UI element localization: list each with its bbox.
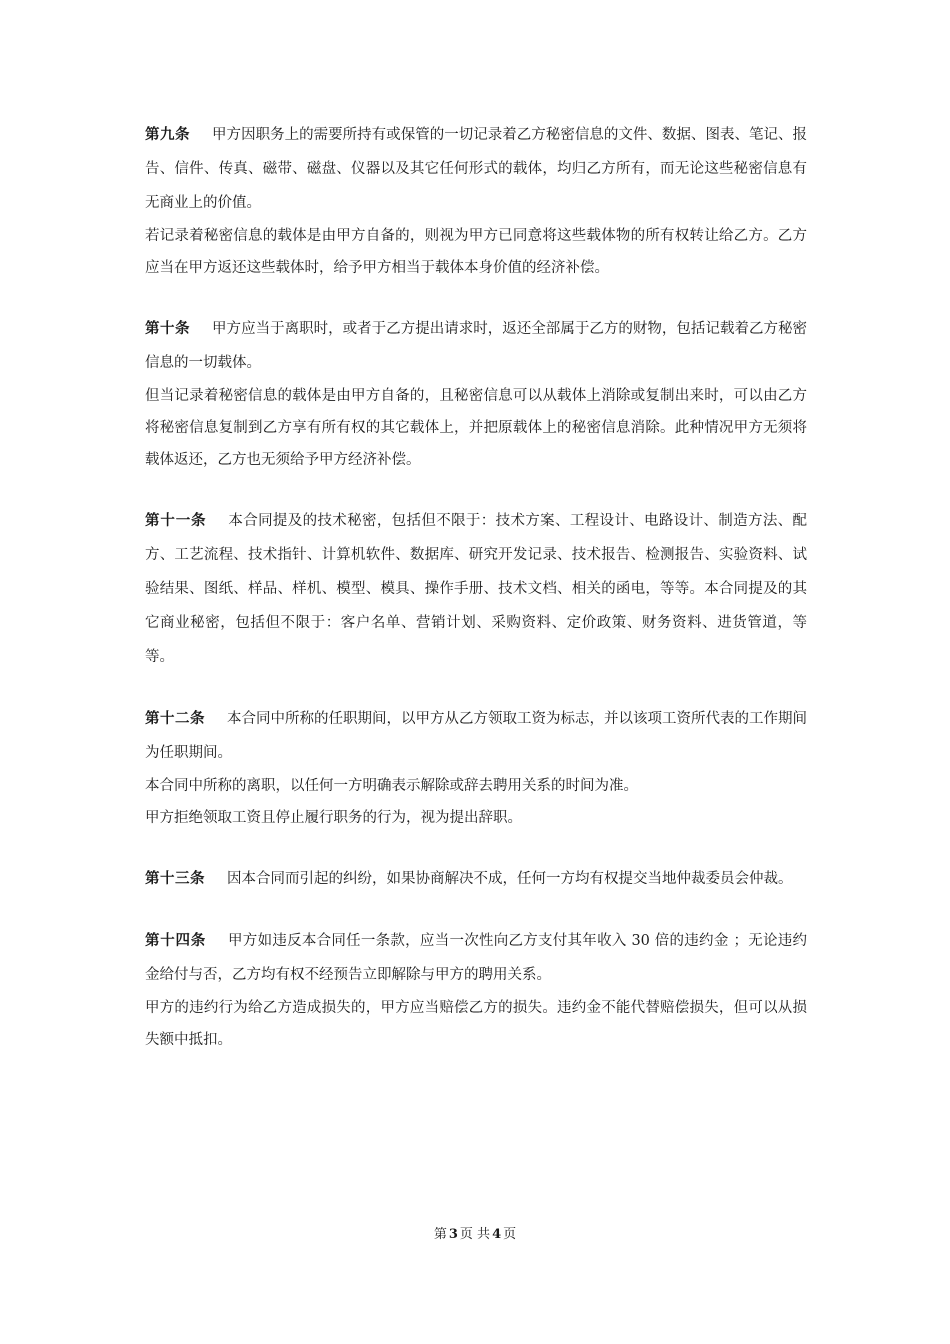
footer-suffix: 页 xyxy=(503,1227,517,1242)
page-number: 3 xyxy=(448,1227,458,1242)
page-footer xyxy=(0,1223,950,1242)
article-paragraph: 若记录着秘密信息的载体是由甲方自备的，则视为甲方已同意将这些载体物的所有权转让给乙方。乙方应当在甲方返还这些载体时，给予甲方相当于载体本身价值的经济补偿。 xyxy=(145,228,807,276)
total-pages: 4 xyxy=(492,1227,502,1242)
article-heading: 第九条 xyxy=(145,127,191,143)
article-paragraph: 甲方的违约行为给乙方造成损失的，甲方应当赔偿乙方的损失。违约金不能代替赔偿损失，但可以从损失额中抵扣。 xyxy=(145,1000,807,1048)
article-11 xyxy=(145,504,807,674)
article-paragraph: 本合同中所称的离职，以任何一方明确表示解除或辞去聘用关系的时间为准。 xyxy=(145,778,638,794)
article-paragraph: 但当记录着秘密信息的载体是由甲方自备的，且秘密信息可以从载体上消除或复制出来时，可以由乙方将秘密信息复制到乙方享有所有权的其它载体上，并把原载体上的秘密信息消除。此种情况甲方无须将载体返还，乙方也无须给予甲方经济补偿。 xyxy=(145,388,807,468)
footer-middle: 页 共 xyxy=(459,1227,491,1242)
article-heading: 第十一条 xyxy=(145,513,207,529)
article-text: 甲方应当于离职时，或者于乙方提出请求时，返还全部属于乙方的财物，包括记载着乙方秘密信息的一切载体。 xyxy=(145,321,808,371)
article-text: 甲方因职务上的需要所持有或保管的一切记录着乙方秘密信息的文件、数据、图表、笔记、报告、信件、传真、磁带、磁盘、仪器以及其它任何形式的载体，均归乙方所有，而无论这些秘密信息有无商业上的价值。 xyxy=(145,127,808,211)
article-text: 因本合同而引起的纠纷，如果协商解决不成，任何一方均有权提交当地仲裁委员会仲裁。 xyxy=(227,871,793,887)
article-13 xyxy=(145,862,807,896)
article-paragraph: 甲方拒绝领取工资且停止履行职务的行为，视为提出辞职。 xyxy=(145,810,522,826)
article-10 xyxy=(145,312,807,476)
article-14 xyxy=(145,924,807,1056)
article-heading: 第十三条 xyxy=(145,871,205,887)
article-heading: 第十二条 xyxy=(145,711,205,727)
footer-prefix: 第 xyxy=(433,1227,447,1242)
article-text: 本合同提及的技术秘密，包括但不限于：技术方案、工程设计、电路设计、制造方法、配方、工艺流程、技术指针、计算机软件、数据库、研究开发记录、技术报告、检测报告、实验资料、试验结果、图纸、样品、样机、模型、模具、操作手册、技术文档、相关的函电，等等。本合同提及的其它商业秘密，包括但不限于：客户名单、营销计划、采购资料、定价政策、财务资料、进货管道，等等。 xyxy=(145,513,808,665)
article-heading: 第十四条 xyxy=(145,933,207,949)
contract-body xyxy=(145,118,807,1084)
article-text: 本合同中所称的任职期间，以甲方从乙方领取工资为标志，并以该项工资所代表的工作期间为任职期间。 xyxy=(145,711,807,761)
article-heading: 第十条 xyxy=(145,321,191,337)
article-9 xyxy=(145,118,807,284)
article-text: 甲方如违反本合同任一条款，应当一次性向乙方支付其年收入 30 倍的违约金 ；无论违约金给付与否，乙方均有权不经预告立即解除与甲方的聘用关系。 xyxy=(145,933,807,983)
article-12 xyxy=(145,702,807,834)
